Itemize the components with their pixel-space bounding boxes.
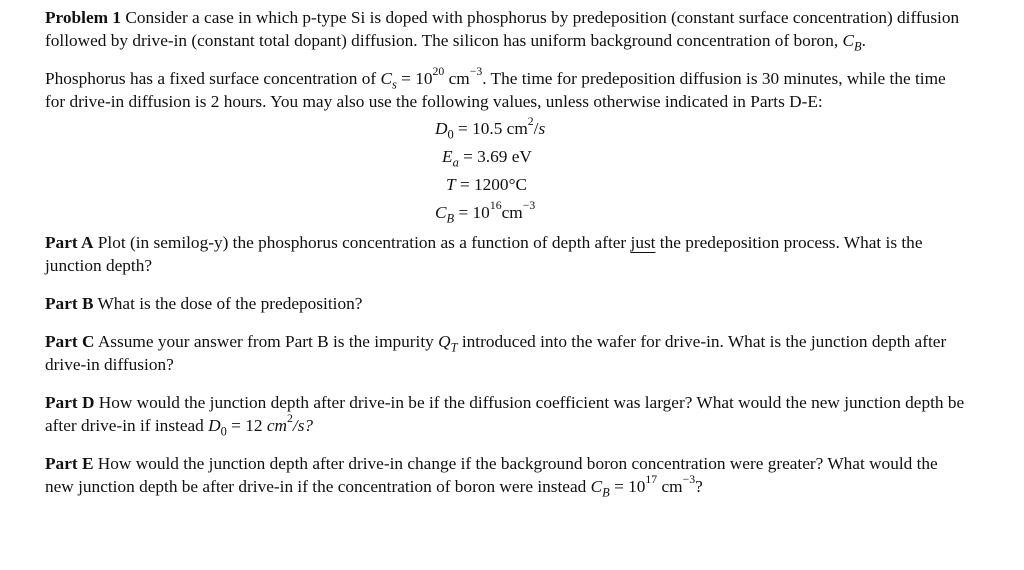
intro-sub: B: [854, 39, 862, 54]
equation-d0: [45, 115, 965, 143]
part-e-var: C: [590, 477, 603, 496]
d0-rhs: = 10.5 cm: [453, 119, 528, 138]
cb-unit-exp: −3: [522, 199, 536, 213]
problem-label: Problem 1: [45, 8, 121, 27]
d0-tail: /: [533, 119, 539, 138]
cs-unit-exp: −3: [469, 65, 483, 79]
ea-rhs: = 3.69 eV: [458, 147, 532, 166]
d0-var: D: [435, 119, 448, 138]
part-a-underlined: just: [630, 233, 656, 252]
part-b: [45, 292, 965, 315]
cb-unit: cm: [501, 203, 523, 222]
cs-eq: = 10: [396, 69, 433, 88]
equation-ea: [45, 143, 965, 171]
part-a: [45, 231, 965, 277]
part-c-sub: T: [450, 340, 458, 355]
cb-rhs: = 10: [454, 203, 490, 222]
part-e-unit-exp: −3: [682, 473, 696, 487]
part-e-end: ?: [695, 477, 703, 496]
cb-sub: B: [446, 211, 455, 226]
part-c-var: Q: [438, 332, 451, 351]
part-e-label: Part E: [45, 454, 94, 473]
ea-var: E: [442, 147, 453, 166]
para2-text2: . The time for predeposition diffusion is 30 minutes, while the time for drive-in diffusion is 2 hours. You may also use the following values, unless otherwise indicated in Parts D-E:: [45, 69, 946, 111]
part-d-text1: How would the junction depth after drive-in be if the diffusion coefficient was larger? What would the new junction depth be after drive-in if instead: [45, 393, 965, 435]
d0-sub: 0: [447, 127, 454, 142]
cs-unit: cm: [444, 69, 470, 88]
part-d-rhs: = 12: [226, 416, 267, 435]
part-d: [45, 391, 965, 437]
given-values-paragraph: [45, 67, 965, 113]
part-b-text: What is the dose of the predeposition?: [97, 294, 363, 313]
equation-cb: [45, 199, 965, 227]
part-d-exp: 2: [287, 412, 293, 426]
part-d-label: Part D: [45, 393, 95, 412]
part-a-label: Part A: [45, 233, 94, 252]
part-d-unit2: /s?: [292, 416, 314, 435]
t-rhs: = 1200°C: [455, 175, 528, 194]
d0-tail-i: s: [538, 119, 546, 138]
equation-block: [45, 115, 965, 227]
part-d-unit: cm: [266, 416, 288, 435]
part-a-text2: the predeposition process. What is the junction depth?: [45, 233, 923, 275]
intro-text: Consider a case in which p-type Si is doped with phosphorus by predeposition (constant surface concentration) diffusion followed by drive-in (constant total dopant) diffusion. The silicon has uniform background concentration of boron,: [45, 8, 960, 50]
cb-var: C: [435, 203, 447, 222]
part-e-sub: B: [602, 485, 610, 500]
para2-text1: Phosphorus has a fixed surface concentration of: [45, 69, 381, 88]
intro-end: .: [861, 31, 866, 50]
equation-t: [45, 171, 965, 199]
part-c-label: Part C: [45, 332, 95, 351]
part-e-exp: 17: [645, 473, 658, 487]
t-var: T: [446, 175, 456, 194]
cb-exp: 16: [489, 199, 502, 213]
part-e-text1: How would the junction depth after drive-in change if the background boron concentration were greater? What would the new junction depth be after drive-in if the concentration of boron were instead: [45, 454, 938, 496]
part-c-text2: introduced into the wafer for drive-in. What is the junction depth after drive-in diffusion?: [45, 332, 947, 374]
problem-document: [45, 6, 965, 498]
ea-sub: a: [452, 155, 459, 170]
problem-intro: [45, 6, 965, 52]
part-c: [45, 330, 965, 376]
part-c-text1: Assume your answer from Part B is the impurity: [97, 332, 439, 351]
intro-var: C: [842, 31, 855, 50]
cs-sub: s: [391, 77, 397, 92]
part-e: [45, 452, 965, 498]
d0-exp: 2: [527, 115, 534, 129]
part-e-rhs: = 10: [609, 477, 646, 496]
part-d-var: D: [208, 416, 221, 435]
cs-exp: 20: [432, 65, 445, 79]
part-b-label: Part B: [45, 294, 94, 313]
cs-var: C: [380, 69, 392, 88]
part-a-text1: Plot (in semilog-y) the phosphorus concentration as a function of depth after: [97, 233, 631, 252]
part-e-unit: cm: [657, 477, 683, 496]
part-d-sub: 0: [220, 424, 227, 439]
